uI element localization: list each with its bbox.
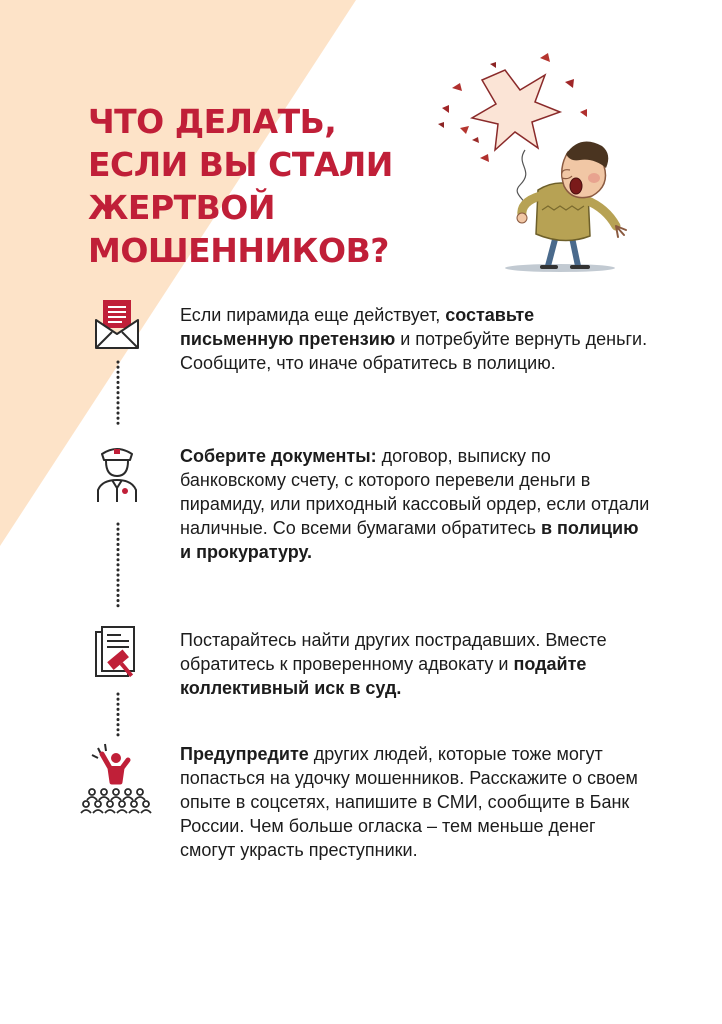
police-officer-icon (94, 444, 140, 504)
step-2-part-2: договор, выписку по банковскому счету, с которого перевели деньги в пирамиду, или приходный кассовый ордер, если отдали наличные. Со всеми бумагами обратитесь (180, 446, 650, 538)
title-line-2: ЕСЛИ ВЫ СТАЛИ (88, 145, 393, 184)
title-line-1: ЧТО ДЕЛАТЬ, (88, 102, 337, 141)
court-gavel-document-icon (94, 626, 140, 682)
speaker-crowd-icon (80, 742, 156, 816)
page-title (88, 100, 393, 272)
step-1-part-1: Если пирамида еще действует, (180, 305, 446, 325)
step-4-text (180, 742, 650, 862)
step-1-text (180, 303, 650, 375)
step-3-text (180, 628, 650, 700)
title-line-3: ЖЕРТВОЙ (88, 188, 275, 227)
step-3-part-2: подайте коллективный иск в суд. (180, 654, 587, 698)
title-line-4: МОШЕННИКОВ? (88, 231, 389, 270)
shouting-man-illustration (420, 40, 650, 280)
step-2-part-3: в полицию и прокуратуру. (180, 518, 639, 562)
step-1-part-3: и потребуйте вернуть деньги. Сообщите, что иначе обратитесь в полицию. (180, 329, 648, 373)
step-4-part-1: Предупредите (180, 744, 309, 764)
step-2-text (180, 444, 650, 564)
dotted-connector-1 (116, 360, 120, 426)
step-3-part-1: Постарайтесь найти других пострадавших. Вместе обратитесь к проверенному адвокату и (180, 630, 607, 674)
envelope-letter-icon (94, 298, 140, 350)
dotted-connector-3 (116, 692, 120, 740)
step-2-part-1: Соберите документы: (180, 446, 377, 466)
dotted-connector-2 (116, 522, 120, 608)
step-1-part-2: составьте письменную претензию (180, 305, 535, 349)
step-4-part-2: других людей, которые тоже могут попасться на удочку мошенников. Расскажите о своем опыте в соцсетях, напишите в СМИ, сообщите в Банк России. Чем больше огласка – тем меньше денег смогут украсть преступники. (180, 744, 638, 860)
